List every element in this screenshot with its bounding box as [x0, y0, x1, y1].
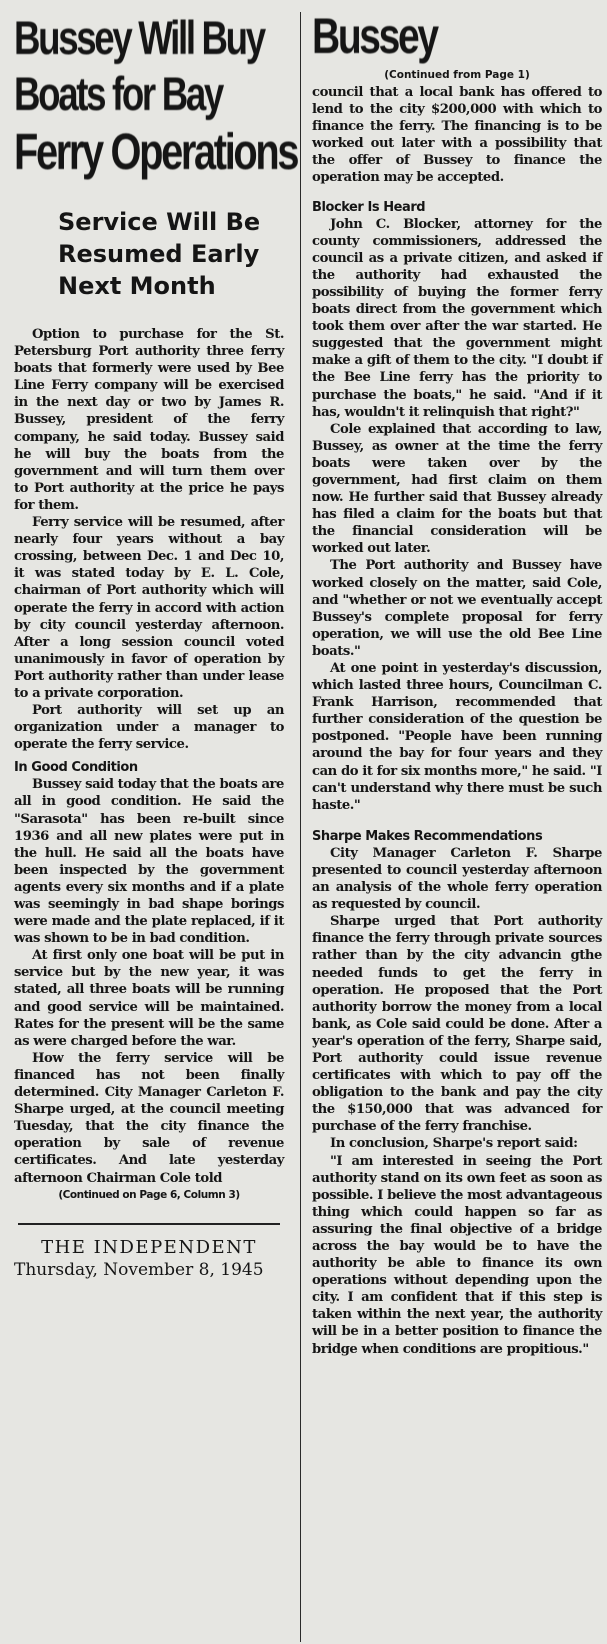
paragraph: council that a local bank has offered to lend to the city $200,000 with which to finance the ferry. The financing is to be worked out later with a possibility that the offer of Bussey to finance the operation may be accepted. — [312, 85, 602, 186]
section-subhead: Blocker Is Heard — [312, 199, 426, 215]
paragraph: "I am interested in seeing the Port authority stand on its own feet as soon as possible. I believe the most advantageous thing which could happen so far as assuring the final objective of a bridge across the bay would be to have the authority be able to finance its own operations without depending upon the city. I am confident that if this step is taken within the next year, the authority will be in a better position to finance the bridge when conditions are propitious." — [312, 1153, 602, 1357]
continued-note: (Continued on Page 6, Column 3) — [58, 1188, 240, 1201]
headline-line: Bussey Will Buy — [14, 11, 264, 64]
article-body — [14, 326, 284, 1203]
divider — [18, 1223, 280, 1225]
headline-line: Boats for Bay — [14, 67, 222, 120]
publication-date: Thursday, November 8, 1945 — [14, 1259, 264, 1280]
paragraph: The Port authority and Bussey have worked closely on the matter, said Cole, and "whether or not we eventually accept Bussey's complete proposal for ferry operation, we will use the old Bee Line boats." — [312, 558, 602, 659]
paragraph: Option to purchase for the St. Petersburg Port authority three ferry boats that formerly were used by Bee Line Ferry company will be exercised in the next day or two by James R. Bussey, president of the ferry company, he said today. Bussey said he will buy the boats from the government and will turn them over to Port authority at the price he pays for them. — [14, 327, 284, 513]
subheadline-deck — [58, 206, 284, 302]
deck-line: Next Month — [58, 272, 216, 300]
paragraph: Bussey said today that the boats are all in good condition. He said the "Sarasota" has been re-built since 1936 and all new plates were put in the hull. He said all the boats have been inspected by the government agents every six months and if a plate was seemingly in bad shape borings were made and the plate replaced, if it was shown to be in bad condition. — [14, 777, 284, 947]
column-rule — [300, 12, 301, 1642]
headline — [14, 10, 298, 182]
paragraph: Port authority will set up an organization under a manager to operate the ferry service. — [14, 703, 284, 753]
paragraph: Cole explained that according to law, Bussey, as owner at the time the ferry boats were taken over by the government, had first claim on them now. He further said that Bussey already has filed a claim for the boats but that the financial consideration will be worked out later. — [312, 421, 602, 557]
article-continuation — [312, 84, 602, 1358]
deck-line: Resumed Early — [58, 240, 260, 268]
left-column — [14, 10, 298, 1280]
section-subhead: In Good Condition — [14, 760, 138, 776]
continued-from-note: (Continued from Page 1) — [384, 69, 530, 81]
paragraph: In conclusion, Sharpe's report said: — [330, 1136, 578, 1152]
paragraph: At one point in yesterday's discussion, which lasted three hours, Councilman C. Frank Harrison, recommended that further consideration of the question be postponed. "People have been running around the bay for four years and they can do it for six months more," he said. "I can't understand why there must be such haste." — [312, 661, 602, 813]
paragraph: How the ferry service will be financed has not been finally determined. City Manager Carleton F. Sharpe urged, at the council meeting Tuesday, that the city finance the operation by sale of revenue certificates. And late yesterday afternoon Chairman Cole told — [14, 1050, 284, 1186]
paragraph: City Manager Carleton F. Sharpe presented to council yesterday afternoon an analysis of the whole ferry operation as requested by council. — [312, 845, 602, 913]
jump-headline: Bussey — [312, 8, 437, 64]
paragraph: Ferry service will be resumed, after nearly four years without a bay crossing, between Dec. 1 and Dec 10, it was stated today by E. L. Cole, chairman of Port authority which will operate the ferry in accord with action by city council yesterday afternoon. After a long session council voted unanimously in favor of operation by Port authority rather than under lease to a private corporation. — [14, 515, 284, 701]
right-column — [312, 10, 602, 1358]
headline-line: Ferry Operations — [14, 123, 298, 180]
paragraph: Sharpe urged that Port authority finance the ferry through private sources rather than by the city advancin gthe needed funds to get the ferry in operation. He proposed that the Port authority borrow the money from a local bank, as Cole said could be done. After a year's operation of the ferry, Sharpe said, Port authority could issue revenue certificates with which to pay off the obligation to the bank and pay the city the $150,000 that was advanced for purchase of the ferry franchise. — [312, 914, 602, 1135]
newspaper-name: THE INDEPENDENT — [41, 1236, 257, 1258]
paragraph: At first only one boat will be put in service but by the new year, it was stated, all three boats will be running and good service will be maintained. Rates for the present will be the same as were charged before the war. — [14, 948, 284, 1049]
paragraph: John C. Blocker, attorney for the county commissioners, addressed the council as a private citizen, and asked if the authority had exhausted the possibility of buying the former ferry boats direct from the government which took them over after the war started. He suggested that the government might make a gift of them to the city. "I doubt if the Bee Line ferry has the priority to purchase the boats," he said. "And if it has, wouldn't it relinquish that right?" — [312, 216, 602, 420]
section-subhead: Sharpe Makes Recommendations — [312, 828, 543, 844]
deck-line: Service Will Be — [58, 208, 261, 236]
